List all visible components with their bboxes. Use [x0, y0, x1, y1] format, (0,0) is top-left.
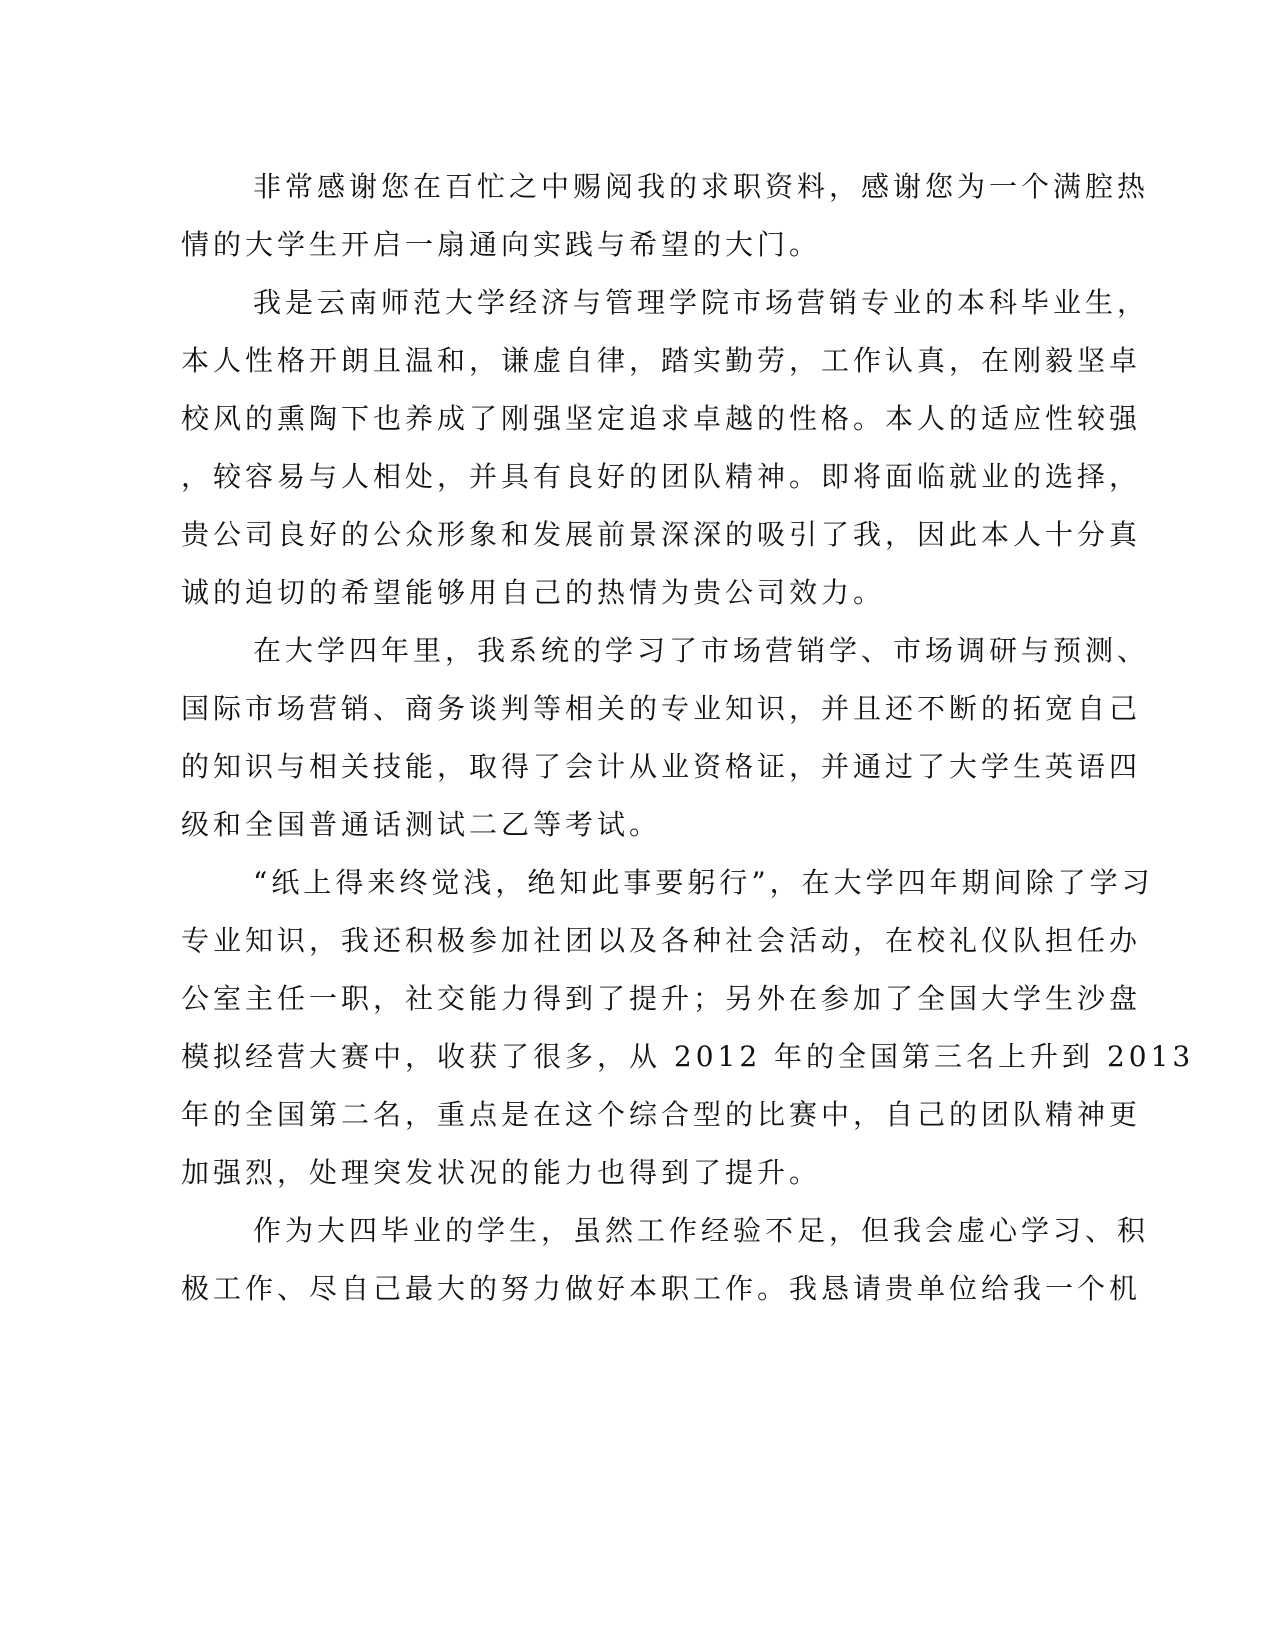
text-line: 国际市场营销、商务谈判等相关的专业知识，并且还不断的拓宽自己: [181, 692, 1142, 725]
text-line: 贵公司良好的公众形象和发展前景深深的吸引了我，因此本人十分真: [181, 518, 1142, 551]
text-line: 我是云南师范大学经济与管理学院市场营销专业的本科毕业生，: [253, 286, 1150, 319]
paragraph-gratitude: [181, 158, 1150, 274]
text-line: 极工作、尽自己最大的努力做好本职工作。我恳请贵单位给我一个机: [181, 1272, 1142, 1305]
text-line: 加强烈，处理突发状况的能力也得到了提升。: [181, 1156, 822, 1189]
text-line: 作为大四毕业的学生，虽然工作经验不足，但我会虚心学习、积: [253, 1214, 1150, 1247]
text-line: ，较容易与人相处，并具有良好的团队精神。即将面临就业的选择，: [181, 460, 1142, 493]
paragraph-self-introduction: [181, 274, 1150, 622]
text-line: 情的大学生开启一扇通向实践与希望的大门。: [181, 228, 822, 261]
text-line: 公室主任一职，社交能力得到了提升；另外在参加了全国大学生沙盘: [181, 982, 1142, 1015]
text-line: 非常感谢您在百忙之中赐阅我的求职资料，感谢您为一个满腔热: [253, 170, 1150, 203]
paragraph-activities: [181, 854, 1195, 1202]
text-line: 年的全国第二名，重点是在这个综合型的比赛中，自己的团队精神更: [181, 1098, 1142, 1131]
text-line: 专业知识，我还积极参加社团以及各种社会活动，在校礼仪队担任办: [181, 924, 1142, 957]
text-line: 诚的迫切的希望能够用自己的热情为贵公司效力。: [181, 576, 886, 609]
text-line: 在大学四年里，我系统的学习了市场营销学、市场调研与预测、: [253, 634, 1150, 667]
text-line: 模拟经营大赛中，收获了很多，从 2012 年的全国第三名上升到 2013: [181, 1040, 1195, 1073]
letter-body: [181, 158, 1195, 1318]
paragraph-closing: [181, 1202, 1150, 1318]
paragraph-education: [181, 622, 1150, 854]
text-line: 校风的熏陶下也养成了刚强坚定追求卓越的性格。本人的适应性较强: [181, 402, 1142, 435]
text-line: “纸上得来终觉浅，绝知此事要躬行”，在大学四年期间除了学习: [253, 866, 1154, 899]
text-line: 本人性格开朗且温和，谦虚自律，踏实勤劳，工作认真，在刚毅坚卓: [181, 344, 1142, 377]
text-line: 的知识与相关技能，取得了会计从业资格证，并通过了大学生英语四: [181, 750, 1142, 783]
text-line: 级和全国普通话测试二乙等考试。: [181, 808, 662, 841]
